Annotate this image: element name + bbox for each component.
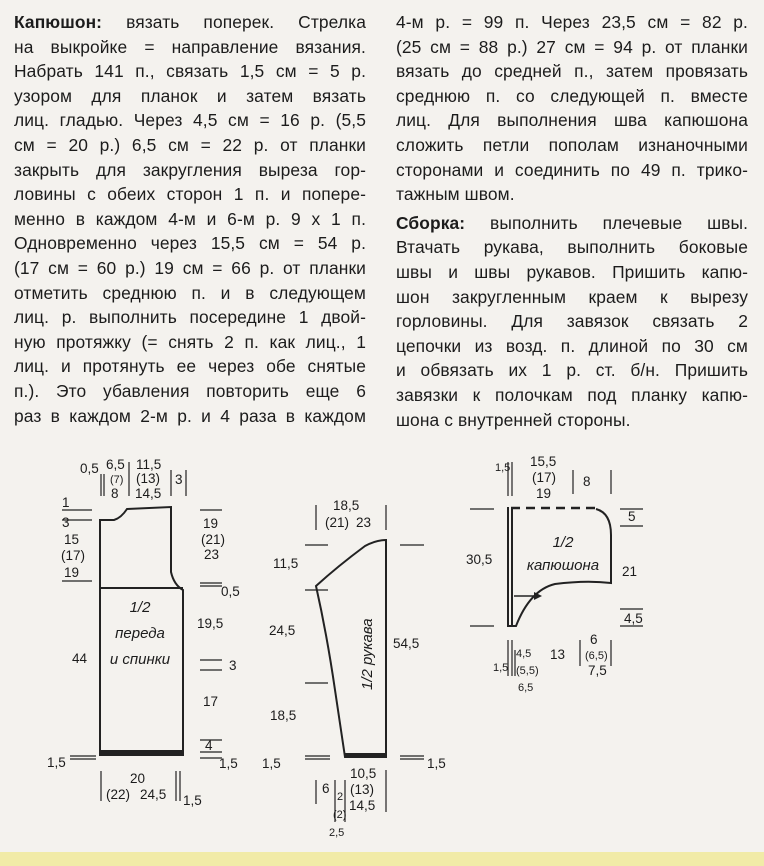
- dim-label: 2: [337, 791, 344, 803]
- dim-label: 8: [583, 474, 591, 489]
- dim-label: 19: [203, 516, 219, 531]
- dim-label: 1: [62, 495, 70, 510]
- dim-label: 15: [64, 532, 80, 547]
- dim-label: 10,5: [350, 766, 377, 781]
- dim-label: 1,5: [427, 756, 446, 771]
- text-line: (17 см = 60 р.) 19 см = 66 р. от планки: [14, 257, 366, 278]
- diagram-sleeve: [262, 498, 446, 839]
- dim-label: 11,5: [273, 556, 299, 571]
- text-line: (25 см = 88 р.) 27 см = 94 р. от планки: [396, 36, 748, 57]
- dim-label: 24,5: [269, 623, 296, 638]
- dim-label: (2): [333, 809, 347, 821]
- text-line: лиц. и протянуть ее через обе снятые: [14, 356, 366, 377]
- front-label: 1/2: [129, 599, 151, 616]
- text-line: тажным швом.: [396, 184, 515, 205]
- dim-label: 1,5: [262, 756, 281, 771]
- dim-label: 6,5: [518, 682, 534, 694]
- dim-label: 18,5: [270, 708, 297, 723]
- dim-label: 0,5: [221, 584, 240, 599]
- text-line: шон закругленным краем к вырезу: [396, 286, 748, 307]
- dim-label: (17): [61, 548, 86, 563]
- text-line: лиц. Для выполнения шва капюшона: [396, 110, 748, 131]
- dim-label: 1,5: [495, 462, 511, 474]
- dim-label: 4,5: [516, 648, 532, 660]
- dim-label: 30,5: [466, 552, 493, 567]
- front-label: и спинки: [109, 651, 171, 668]
- dim-label: (13): [136, 471, 161, 486]
- dim-label: 7,5: [588, 663, 607, 678]
- hood-label: 1/2: [552, 534, 574, 551]
- dim-label: 0,5: [80, 461, 99, 476]
- text-line: п.). Это убавления повторить еще 6: [14, 380, 366, 401]
- dim-label: 1,5: [219, 756, 238, 771]
- dim-label: (22): [106, 787, 131, 802]
- text-line: отметить среднюю п. и в следующем: [14, 282, 366, 303]
- text-line: узором для планок и затем вязать: [14, 85, 366, 106]
- text-line: сложить петли пополам изнаночными: [396, 134, 748, 155]
- text-line: раз в каждом 2-м р. и 4 раза в каждом: [14, 405, 366, 426]
- text-line: менно в каждом 4-м и 6-м р. 9 х 1 п.: [14, 208, 366, 229]
- dim-label: 6: [590, 632, 598, 647]
- text-line: см = 20 р.) 6,5 см = 22 р. от планки: [14, 134, 366, 155]
- dim-label: 1,5: [493, 662, 509, 674]
- dim-label: 17: [203, 694, 219, 709]
- text-line: швы и швы рукавов. Пришить капю-: [396, 261, 748, 282]
- text-line: Одновременно через 15,5 см = 54 р.: [14, 233, 366, 254]
- text-line: лиц. р. выполнить посередине 1 двой-: [14, 307, 366, 328]
- dim-label: (21): [201, 532, 226, 547]
- dim-label: 1,5: [47, 755, 66, 770]
- dim-label: 4,5: [624, 611, 643, 626]
- dim-label: (21): [325, 515, 350, 530]
- dim-label: (7): [110, 474, 124, 486]
- dim-label: 11,5: [136, 457, 162, 472]
- dim-label: (17): [532, 470, 557, 485]
- dim-label: 19: [64, 565, 80, 580]
- diagram-hood: [466, 454, 643, 694]
- dim-label: 4: [205, 738, 213, 753]
- dim-label: 3: [229, 658, 237, 673]
- dim-label: 19,5: [197, 616, 224, 631]
- text-line: ловины с обеих сторон 1 п. и попере-: [14, 184, 366, 205]
- text-line: лиц. гладью. Через 4,5 см = 16 р. (5,5: [14, 110, 366, 131]
- dim-label: (13): [350, 782, 375, 797]
- dim-label: 14,5: [135, 486, 162, 501]
- dim-label: 6: [322, 781, 330, 796]
- text-line: цепочки из возд. п. длиной по 30 см: [396, 335, 748, 356]
- dim-label: 13: [550, 647, 566, 662]
- dim-label: 20: [130, 771, 146, 786]
- text-line: на выкройке = направление вязания.: [14, 36, 366, 57]
- bottom-color-strip: [0, 852, 764, 866]
- text-line: среднюю п. со следующей п. вместе: [396, 85, 748, 106]
- dim-label: 3: [62, 515, 70, 530]
- dim-label: 24,5: [140, 787, 167, 802]
- sleeve-label: 1/2 рукава: [359, 618, 376, 690]
- hood-label: капюшона: [526, 557, 600, 574]
- text-line: вязать до средней п., затем провязать: [396, 61, 748, 82]
- text-line: Сборка: выполнить плечевые швы.: [396, 212, 748, 233]
- dim-label: 23: [356, 515, 372, 530]
- text-line: сторонами и соединить по 49 п. трико-: [396, 159, 748, 180]
- dim-label: 19: [536, 486, 552, 501]
- dim-label: 1,5: [183, 793, 202, 808]
- dim-label: 3: [175, 472, 183, 487]
- dim-label: 21: [622, 564, 638, 579]
- text-line: завязки к полочкам под планку капю-: [396, 384, 748, 405]
- dim-label: 5: [628, 509, 636, 524]
- dim-label: (5,5): [516, 665, 539, 677]
- dim-label: 23: [204, 547, 220, 562]
- dim-label: 8: [111, 486, 119, 501]
- text-line: ную протяжку (= снять 2 п. как лиц., 1: [14, 331, 366, 352]
- dim-label: 18,5: [333, 498, 360, 513]
- text-line: закрыть для закругления выреза гор-: [14, 159, 366, 180]
- text-line: Втачать рукава, выполнить боковые: [396, 237, 748, 258]
- dim-label: 44: [72, 651, 88, 666]
- dim-label: 15,5: [530, 454, 557, 469]
- front-label: переда: [115, 625, 165, 642]
- diagram-front-back: [47, 457, 240, 808]
- dim-label: 54,5: [393, 636, 420, 651]
- text-line: шона с внутренней стороны.: [396, 409, 631, 430]
- text-line: горловины. Для завязок связать 2: [396, 311, 748, 332]
- text-line: Набрать 141 п., связать 1,5 см = 5 р.: [14, 61, 366, 82]
- text-line: и обвязать их 1 р. ст. б/н. Пришить: [396, 360, 748, 381]
- dim-label: 14,5: [349, 798, 376, 813]
- dim-label: 6,5: [106, 457, 125, 472]
- dim-label: 2,5: [329, 827, 345, 839]
- dim-label: (6,5): [585, 650, 608, 662]
- text-line: 4-м р. = 99 п. Через 23,5 см = 82 р.: [396, 12, 748, 32]
- text-line: Капюшон: вязать поперек. Стрелка: [14, 12, 366, 32]
